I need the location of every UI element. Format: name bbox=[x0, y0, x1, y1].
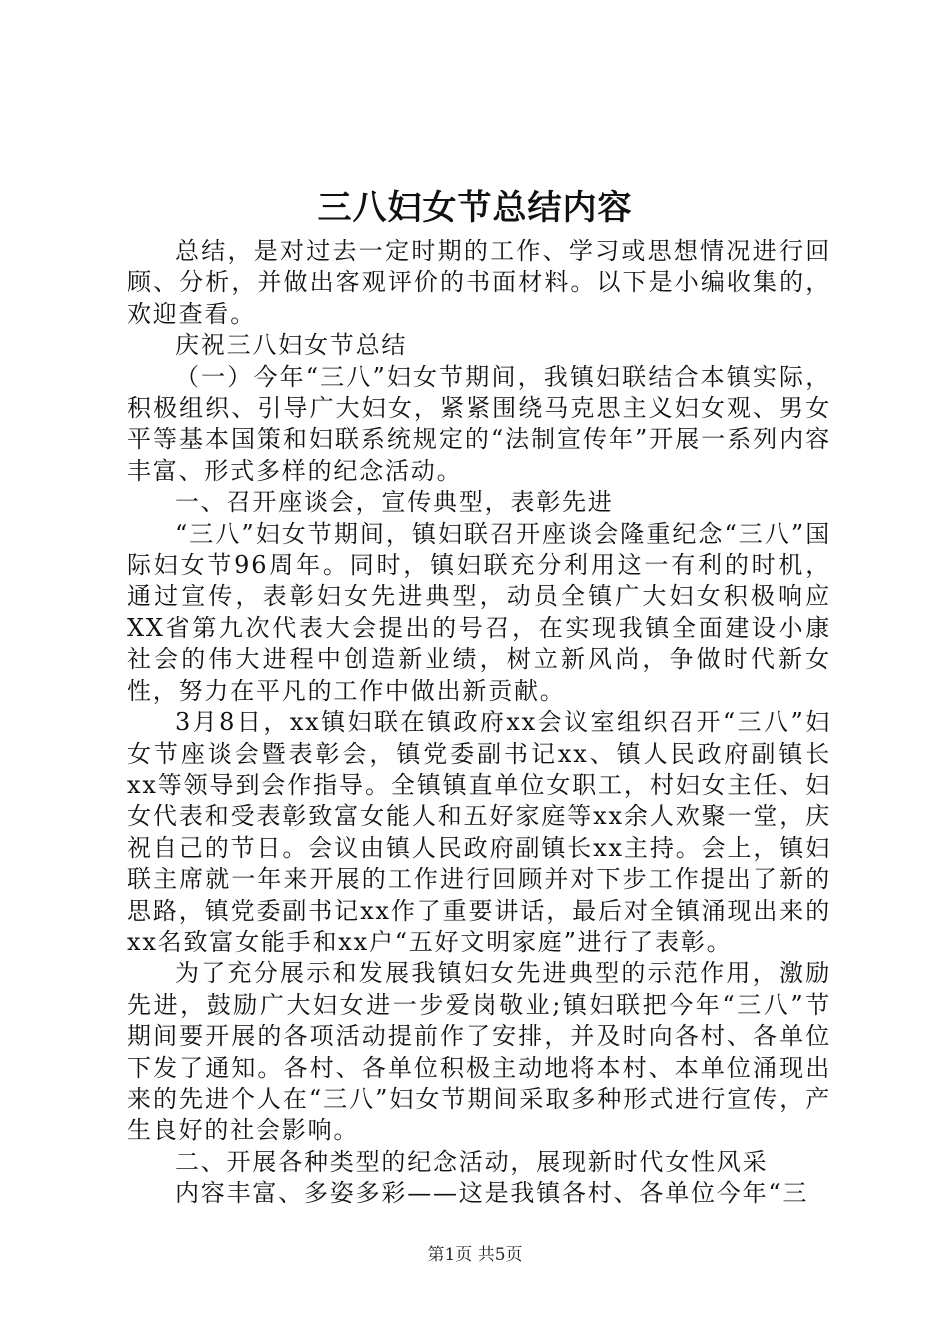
paragraph-overview: （一）今年“三八”妇女节期间，我镇妇联结合本镇实际，积极组织、引导广大妇女，紧紧围绕马克思主义妇女观、男女平等基本国策和妇联系统规定的“法制宣传年”开展一系列内容丰富、形式多样的纪念活动。 bbox=[127, 362, 831, 485]
page-number-footer: 第1页 共5页 bbox=[427, 1245, 523, 1265]
section-heading-1: 一、召开座谈会，宣传典型，表彰先进 bbox=[175, 488, 614, 517]
paragraph-activities: 内容丰富、多姿多彩——这是我镇各村、各单位今年“三 bbox=[175, 1179, 809, 1208]
section-heading-2: 二、开展各种类型的纪念活动，展现新时代女性风采 bbox=[175, 1147, 769, 1176]
section-title: 庆祝三八妇女节总结 bbox=[175, 331, 408, 360]
paragraph-demonstration: 为了充分展示和发展我镇妇女先进典型的示范作用，激励先进，鼓励广大妇女进一步爱岗敬业;镇妇联把今年“三八”节期间要开展的各项活动提前作了安排，并及时向各村、各单位下发了通知。各村、各单位积极主动地将本村、本单位涌现出来的先进个人在“三八”妇女节期间采取多种形式进行宣传，产生良好的社会影响。 bbox=[127, 959, 831, 1145]
document-body bbox=[127, 236, 831, 1210]
paragraph-symposium: “三八”妇女节期间，镇妇联召开座谈会隆重纪念“三八”国际妇女节96周年。同时，镇妇联充分利用这一有利的时机，通过宣传，表彰妇女先进典型，动员全镇广大妇女积极响应XX省第九次代表大会提出的号召，在实现我镇全面建设小康社会的伟大进程中创造新业绩，树立新风尚，争做时代新女性，努力在平凡的工作中做出新贡献。 bbox=[127, 519, 831, 705]
document-title: 三八妇女节总结内容 bbox=[317, 188, 633, 228]
paragraph-intro: 总结，是对过去一定时期的工作、学习或思想情况进行回顾、分析，并做出客观评价的书面材料。以下是小编收集的，欢迎查看。 bbox=[127, 237, 831, 328]
paragraph-march-8-meeting: 3月8日，xx镇妇联在镇政府xx会议室组织召开“三八”妇女节座谈会暨表彰会，镇党委副书记xx、镇人民政府副镇长xx等领导到会作指导。全镇镇直单位女职工，村妇女主任、妇女代表和受表彰致富女能人和五好家庭等xx余人欢聚一堂，庆祝自己的节日。会议由镇人民政府副镇长xx主持。会上，镇妇联主席就一年来开展的工作进行回顾并对下步工作提出了新的思路，镇党委副书记xx作了重要讲话，最后对全镇涌现出来的xx名致富女能手和xx户“五好文明家庭”进行了表彰。 bbox=[127, 708, 831, 956]
